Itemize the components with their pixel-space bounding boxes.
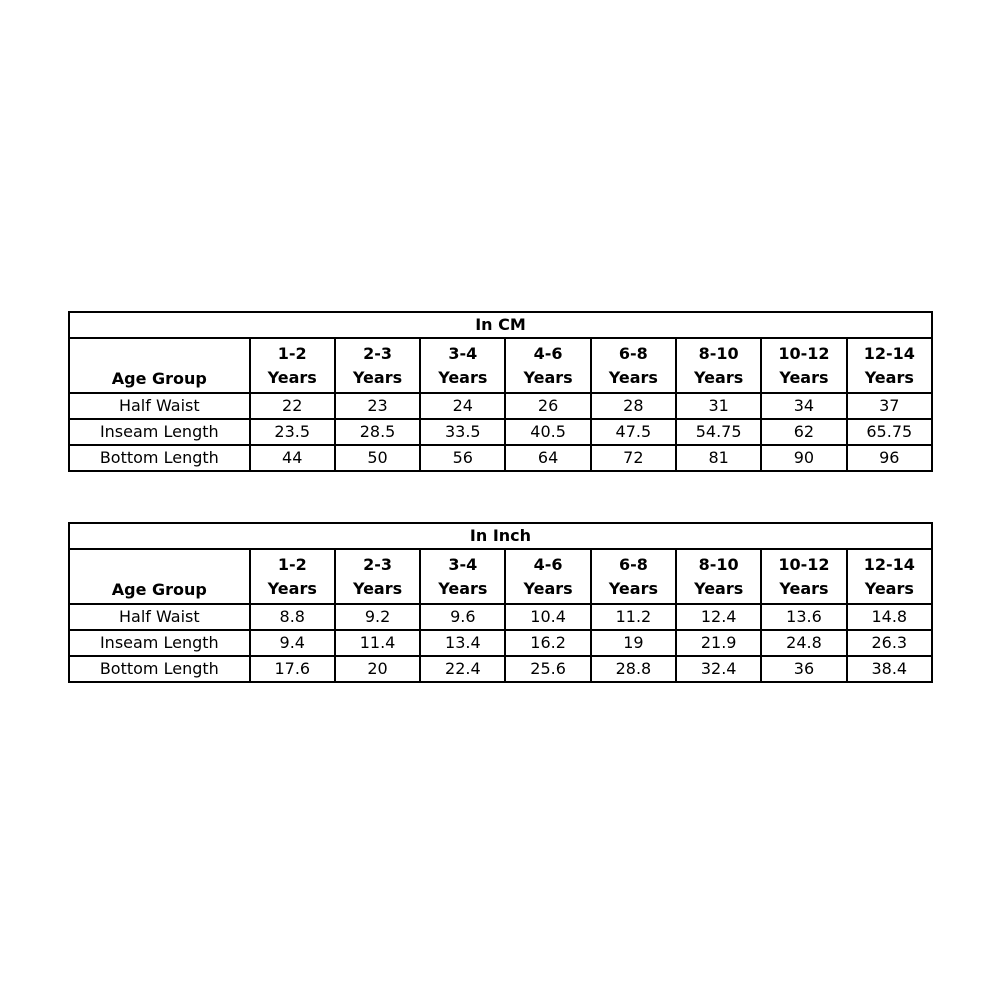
column-range: 6-8 — [618, 554, 648, 574]
table-row — [69, 656, 932, 682]
column-unit: Years — [267, 578, 317, 598]
table-cell: 10.4 — [505, 604, 590, 630]
column-unit: Years — [694, 578, 744, 598]
table-cell: 62 — [761, 419, 846, 445]
column-range: 2-3 — [363, 554, 392, 574]
column-range: 3-4 — [448, 554, 478, 574]
table-cell: 37 — [847, 393, 932, 419]
column-header — [335, 338, 420, 393]
table-cell: 81 — [676, 445, 761, 471]
column-header — [847, 338, 932, 393]
table-cell: 28 — [591, 393, 676, 419]
row-label: Inseam Length — [69, 630, 250, 656]
table-cell: 8.8 — [250, 604, 335, 630]
table-cell: 50 — [335, 445, 420, 471]
table-cell: 20 — [335, 656, 420, 682]
column-range: 8-10 — [698, 554, 739, 574]
table-cell: 47.5 — [591, 419, 676, 445]
column-range: 1-2 — [277, 343, 307, 363]
column-header — [676, 338, 761, 393]
table-cell: 11.4 — [335, 630, 420, 656]
column-range: 4-6 — [533, 554, 563, 574]
table-cell: 24 — [420, 393, 505, 419]
column-unit: Years — [864, 367, 914, 387]
table-cell: 34 — [761, 393, 846, 419]
table-cell: 13.6 — [761, 604, 846, 630]
column-range: 6-8 — [618, 343, 648, 363]
column-unit: Years — [352, 578, 403, 598]
table-cell: 21.9 — [676, 630, 761, 656]
column-unit: Years — [608, 367, 658, 387]
table-row — [69, 445, 932, 471]
table-cell: 19 — [591, 630, 676, 656]
size-table-cm — [68, 311, 933, 472]
column-header — [591, 549, 676, 604]
table-cell: 90 — [761, 445, 846, 471]
column-unit: Years — [608, 578, 658, 598]
column-range: 3-4 — [448, 343, 478, 363]
table-cell: 17.6 — [250, 656, 335, 682]
row-label: Half Waist — [69, 393, 250, 419]
table-cell: 54.75 — [676, 419, 761, 445]
size-table-inch — [68, 522, 933, 683]
column-unit: Years — [779, 367, 829, 387]
column-header — [847, 549, 932, 604]
column-range: 4-6 — [533, 343, 563, 363]
table-cell: 24.8 — [761, 630, 846, 656]
table-cell: 72 — [591, 445, 676, 471]
table-title: In Inch — [69, 523, 932, 549]
table-cell: 56 — [420, 445, 505, 471]
table-cell: 64 — [505, 445, 590, 471]
column-range: 12-14 — [863, 343, 915, 363]
row-label: Bottom Length — [69, 656, 250, 682]
table-cell: 96 — [847, 445, 932, 471]
table-cell: 23.5 — [250, 419, 335, 445]
column-header — [676, 549, 761, 604]
table-cell: 31 — [676, 393, 761, 419]
table-cell: 22 — [250, 393, 335, 419]
table-title: In CM — [69, 312, 932, 338]
age-group-header: Age Group — [69, 338, 250, 393]
column-header — [761, 549, 846, 604]
table-cell: 9.2 — [335, 604, 420, 630]
table-cell: 22.4 — [420, 656, 505, 682]
column-range: 10-12 — [778, 343, 830, 363]
column-header — [505, 338, 590, 393]
column-header — [591, 338, 676, 393]
table-cell: 32.4 — [676, 656, 761, 682]
table-cell: 44 — [250, 445, 335, 471]
table-row — [69, 630, 932, 656]
column-unit: Years — [438, 367, 488, 387]
table-cell: 28.5 — [335, 419, 420, 445]
column-range: 2-3 — [363, 343, 392, 363]
column-header — [250, 338, 335, 393]
table-cell: 11.2 — [591, 604, 676, 630]
column-unit: Years — [352, 367, 403, 387]
column-unit: Years — [438, 578, 488, 598]
table-cell: 25.6 — [505, 656, 590, 682]
column-unit: Years — [523, 578, 573, 598]
column-range: 8-10 — [698, 343, 739, 363]
table-cell: 26.3 — [847, 630, 932, 656]
table-cell: 9.6 — [420, 604, 505, 630]
column-header — [505, 549, 590, 604]
table-cell: 9.4 — [250, 630, 335, 656]
column-range: 1-2 — [277, 554, 307, 574]
column-range: 12-14 — [863, 554, 915, 574]
column-header — [420, 549, 505, 604]
row-label: Bottom Length — [69, 445, 250, 471]
table-cell: 12.4 — [676, 604, 761, 630]
table-cell: 16.2 — [505, 630, 590, 656]
column-unit: Years — [694, 367, 744, 387]
table-row — [69, 419, 932, 445]
table-row — [69, 604, 932, 630]
column-header — [761, 338, 846, 393]
column-unit: Years — [523, 367, 573, 387]
table-cell: 65.75 — [847, 419, 932, 445]
table-cell: 14.8 — [847, 604, 932, 630]
age-group-header: Age Group — [69, 549, 250, 604]
table-cell: 23 — [335, 393, 420, 419]
column-unit: Years — [267, 367, 317, 387]
row-label: Half Waist — [69, 604, 250, 630]
column-header — [335, 549, 420, 604]
table-cell: 40.5 — [505, 419, 590, 445]
column-header — [420, 338, 505, 393]
column-unit: Years — [864, 578, 914, 598]
column-range: 10-12 — [778, 554, 830, 574]
column-unit: Years — [779, 578, 829, 598]
table-cell: 28.8 — [591, 656, 676, 682]
table-row — [69, 393, 932, 419]
table-cell: 13.4 — [420, 630, 505, 656]
table-cell: 36 — [761, 656, 846, 682]
table-cell: 26 — [505, 393, 590, 419]
column-header — [250, 549, 335, 604]
table-cell: 38.4 — [847, 656, 932, 682]
table-cell: 33.5 — [420, 419, 505, 445]
row-label: Inseam Length — [69, 419, 250, 445]
